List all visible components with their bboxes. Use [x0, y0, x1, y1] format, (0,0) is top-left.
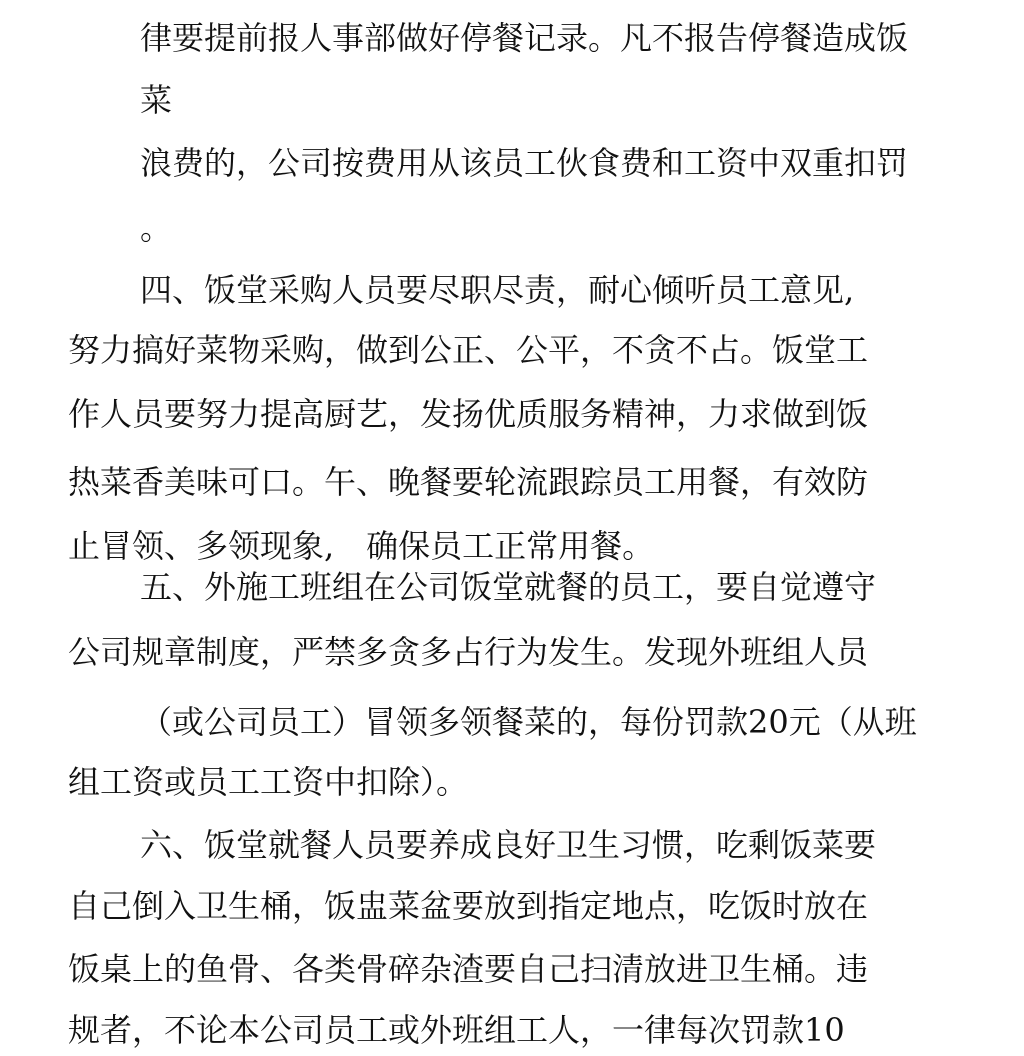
text-line: 。: [140, 209, 173, 247]
text-line: 努力搞好菜物采购，做到公正、公平，不贪不占。饭堂工: [68, 331, 869, 369]
text-line: 自己倒入卫生桶，饭盅菜盆要放到指定地点，吃饭时放在: [68, 887, 869, 925]
text-line: 热菜香美味可口。午、晚餐要轮流跟踪员工用餐，有效防: [68, 463, 869, 501]
text-line: 浪费的，公司按费用从该员工伙食费和工资中双重扣罚: [140, 144, 909, 182]
text-line: 组工资或员工工资中扣除）。: [68, 763, 469, 801]
text-line: 四、饭堂采购人员要尽职尽责，耐心倾听员工意见,: [140, 271, 855, 309]
text-line: 五、外施工班组在公司饭堂就餐的员工，要自觉遵守: [140, 568, 877, 606]
text-line: 作人员要努力提高厨艺，发扬优质服务精神，力求做到饭: [68, 395, 869, 433]
text-line: 律要提前报人事部做好停餐记录。凡不报告停餐造成饭: [140, 19, 909, 57]
text-line: 公司规章制度，严禁多贪多占行为发生。发现外班组人员: [68, 633, 869, 671]
text-line: （或公司员工）冒领多领餐菜的，每份罚款20元（从班: [140, 703, 917, 741]
text-line: 六、饭堂就餐人员要养成良好卫生习惯，吃剩饭菜要: [140, 826, 877, 864]
text-line: 止冒领、多领现象, 确保员工正常用餐。: [68, 527, 655, 565]
text-line: 饭桌上的鱼骨、各类骨碎杂渣要自己扫清放进卫生桶。违: [68, 950, 869, 988]
text-line: 菜: [140, 81, 173, 119]
text-line: 规者，不论本公司员工或外班组工人，一律每次罚款10: [68, 1011, 845, 1049]
